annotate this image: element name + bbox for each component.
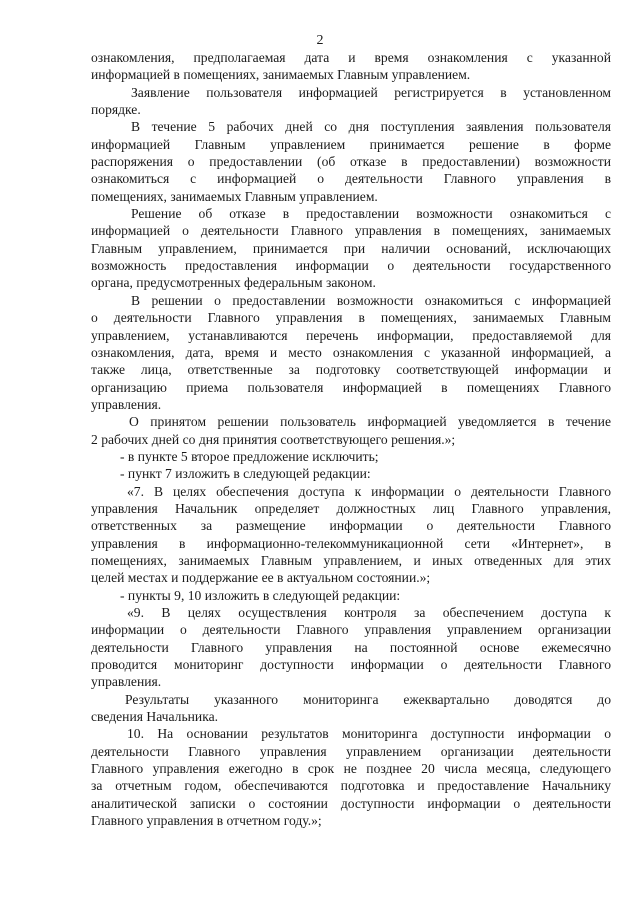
text-line: возможность предоставления информации о деятельности государственного	[91, 258, 611, 274]
text-line: Решение об отказе в предоставлении возможности ознакомиться с	[131, 206, 611, 222]
text-line: порядке.	[91, 102, 141, 118]
text-line: ознакомления, дата, время и место ознакомления с указанной информацией, а	[91, 344, 611, 360]
text-line: целей местах и поддержание ее в актуальном состоянии.»;	[91, 570, 431, 586]
text-line: информацией о деятельности Главного управления в помещениях, занимаемых	[91, 223, 611, 239]
text-line: О принятом решении пользователь информацией уведомляется в течение	[129, 414, 611, 430]
text-line: - пункт 7 изложить в следующей редакции:	[120, 466, 371, 482]
text-line: - в пункте 5 второе предложение исключить;	[120, 448, 379, 464]
text-line: Главным управлением, принимается при наличии оснований, исключающих	[91, 240, 611, 256]
text-line: помещениях, занимаемых Главным управлением.	[91, 188, 378, 204]
text-line: деятельности Главного управления управлением организации деятельности	[91, 743, 611, 759]
text-line: В решении о предоставлении возможности ознакомиться с информацией	[131, 292, 611, 308]
text-line: информацией в помещениях, занимаемых Главным управлением.	[91, 67, 471, 83]
document-body	[91, 49, 611, 829]
text-line: Главного управления в отчетном году.»;	[91, 813, 322, 829]
text-line: органа, предусмотренных федеральным законом.	[91, 275, 376, 291]
text-line: Главного управления ежегодно в срок не позднее 20 числа месяца, следующего	[91, 761, 611, 777]
text-line: 2 рабочих дней со дня принятия соответствующего решения.»;	[91, 431, 456, 447]
text-line: распоряжения о предоставлении (об отказе в предоставлении) возможности	[91, 154, 611, 170]
text-line: проводится мониторинг доступности информации о деятельности Главного	[91, 657, 611, 673]
text-line: «9. В целях осуществления контроля за обеспечением доступа к	[127, 605, 611, 620]
text-line: аналитической записки о состоянии доступности информации о деятельности	[91, 795, 611, 811]
text-line: ознакомления, предполагаемая дата и время ознакомления с указанной	[91, 50, 611, 65]
text-line: управления.	[91, 396, 162, 412]
text-line: управления Начальник определяет должностных лиц Главного управления,	[91, 500, 611, 516]
text-line: - пункты 9, 10 изложить в следующей редакции:	[120, 587, 401, 603]
text-line: организацию приема пользователя информацией в помещениях Главного	[91, 379, 611, 395]
text-line: за отчетным годом, обеспечиваются подготовка и предоставление Начальнику	[91, 778, 611, 794]
page-number: 2	[316, 33, 324, 48]
text-line: 10. На основании результатов мониторинга доступности информации о	[127, 726, 611, 742]
text-line: информацией Главным управлением принимается решение в форме	[91, 136, 611, 152]
text-line: В течение 5 рабочих дней со дня поступления заявления пользователя	[131, 119, 611, 135]
text-line: Заявление пользователя информацией регистрируется в установленном	[131, 84, 611, 100]
text-line: информации о деятельности Главного управления управлением организации	[91, 622, 611, 638]
text-line: «7. В целях обеспечения доступа к информации о деятельности Главного	[127, 483, 611, 499]
text-line: управления.	[91, 674, 162, 690]
text-line: сведения Начальника.	[91, 709, 219, 725]
text-line: ознакомиться с информацией о деятельности Главного управления в	[91, 171, 611, 187]
text-line: помещениях, занимаемых Главным управлением, и иных отведенных для этих	[91, 552, 611, 568]
text-line: деятельности Главного управления на постоянной основе ежемесячно	[91, 639, 611, 655]
text-line: ответственных за размещение информации о деятельности Главного	[91, 518, 611, 534]
text-line: управления в информационно-телекоммуникационной сети «Интернет», в	[91, 535, 611, 551]
text-line: Результаты указанного мониторинга ежеквартально доводятся до	[125, 691, 611, 707]
text-line: о деятельности Главного управления в помещениях, занимаемых Главным	[91, 310, 611, 326]
text-line: также лица, ответственные за подготовку соответствующей информации и	[91, 362, 611, 378]
text-line: управлением, устанавливаются перечень информации, предоставляемой для	[91, 327, 611, 343]
